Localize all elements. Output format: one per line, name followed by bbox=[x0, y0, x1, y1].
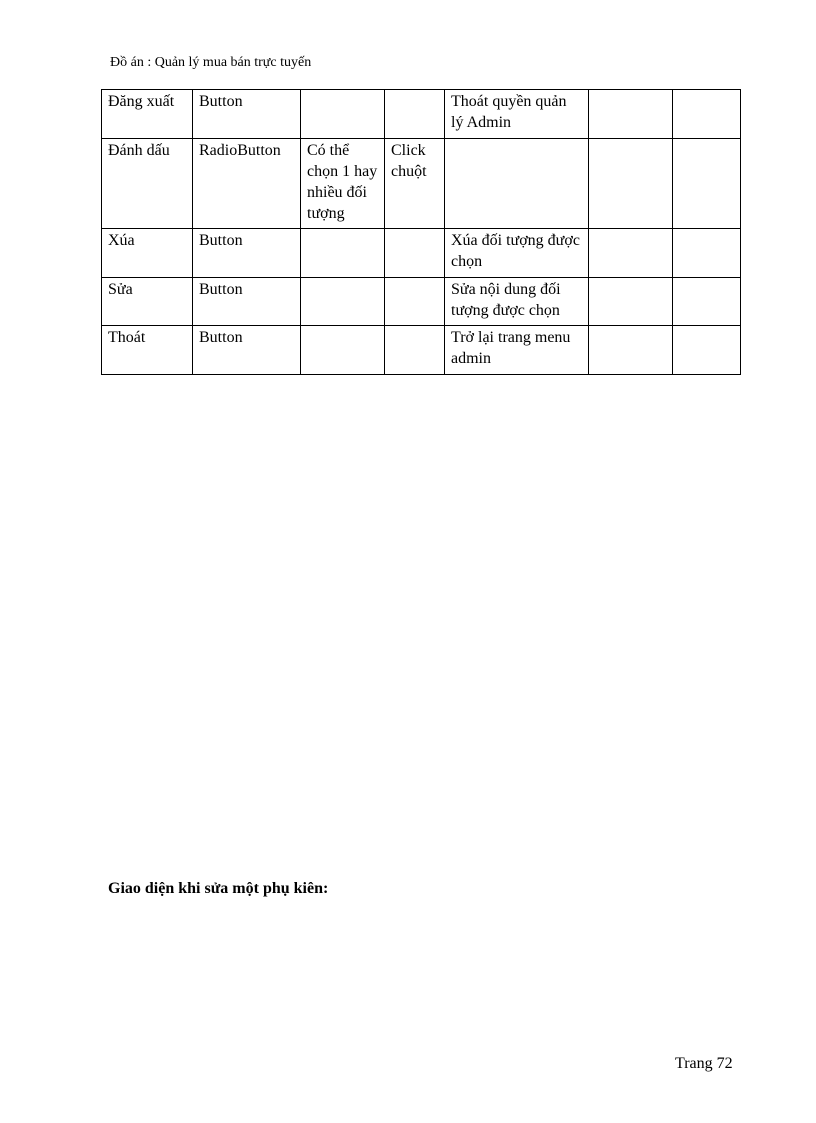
table-row bbox=[102, 90, 741, 139]
cell-extra bbox=[589, 229, 673, 278]
cell-description: Trở lại trang menu admin bbox=[445, 326, 589, 375]
cell-event bbox=[385, 229, 445, 278]
cell-control-type: RadioButton bbox=[193, 139, 301, 229]
cell-constraint bbox=[301, 90, 385, 139]
cell-constraint bbox=[301, 278, 385, 326]
cell-extra bbox=[673, 229, 741, 278]
cell-extra bbox=[673, 278, 741, 326]
table-row bbox=[102, 229, 741, 278]
cell-control-name: Đánh dấu bbox=[102, 139, 193, 229]
cell-control-name: Thoát bbox=[102, 326, 193, 375]
cell-control-type: Button bbox=[193, 278, 301, 326]
cell-extra bbox=[589, 326, 673, 375]
cell-control-name: Đăng xuất bbox=[102, 90, 193, 139]
table-row bbox=[102, 139, 741, 229]
cell-control-type: Button bbox=[193, 326, 301, 375]
cell-description: Xúa đối tượng được chọn bbox=[445, 229, 589, 278]
page-footer bbox=[675, 1054, 733, 1074]
cell-event bbox=[385, 90, 445, 139]
cell-extra bbox=[589, 90, 673, 139]
page-header: Đồ án : Quản lý mua bán trực tuyến bbox=[110, 55, 312, 70]
cell-event: Click chuột bbox=[385, 139, 445, 229]
cell-control-type: Button bbox=[193, 229, 301, 278]
cell-control-name: Sửa bbox=[102, 278, 193, 326]
table-row bbox=[102, 278, 741, 326]
cell-description: Sửa nội dung đối tượng được chọn bbox=[445, 278, 589, 326]
cell-event bbox=[385, 326, 445, 375]
section-heading: Giao diện khi sửa một phụ kiên: bbox=[108, 880, 329, 897]
cell-control-type: Button bbox=[193, 90, 301, 139]
cell-extra bbox=[673, 139, 741, 229]
cell-extra bbox=[589, 278, 673, 326]
cell-description bbox=[445, 139, 589, 229]
cell-extra bbox=[673, 326, 741, 375]
cell-constraint: Có thể chọn 1 hay nhiều đối tượng bbox=[301, 139, 385, 229]
page-label: Trang bbox=[675, 1055, 713, 1072]
control-spec-table bbox=[101, 89, 741, 375]
cell-constraint bbox=[301, 326, 385, 375]
table-row bbox=[102, 326, 741, 375]
page-number: 72 bbox=[716, 1055, 733, 1072]
cell-event bbox=[385, 278, 445, 326]
cell-description: Thoát quyền quản lý Admin bbox=[445, 90, 589, 139]
cell-control-name: Xúa bbox=[102, 229, 193, 278]
cell-extra bbox=[589, 139, 673, 229]
cell-constraint bbox=[301, 229, 385, 278]
cell-extra bbox=[673, 90, 741, 139]
